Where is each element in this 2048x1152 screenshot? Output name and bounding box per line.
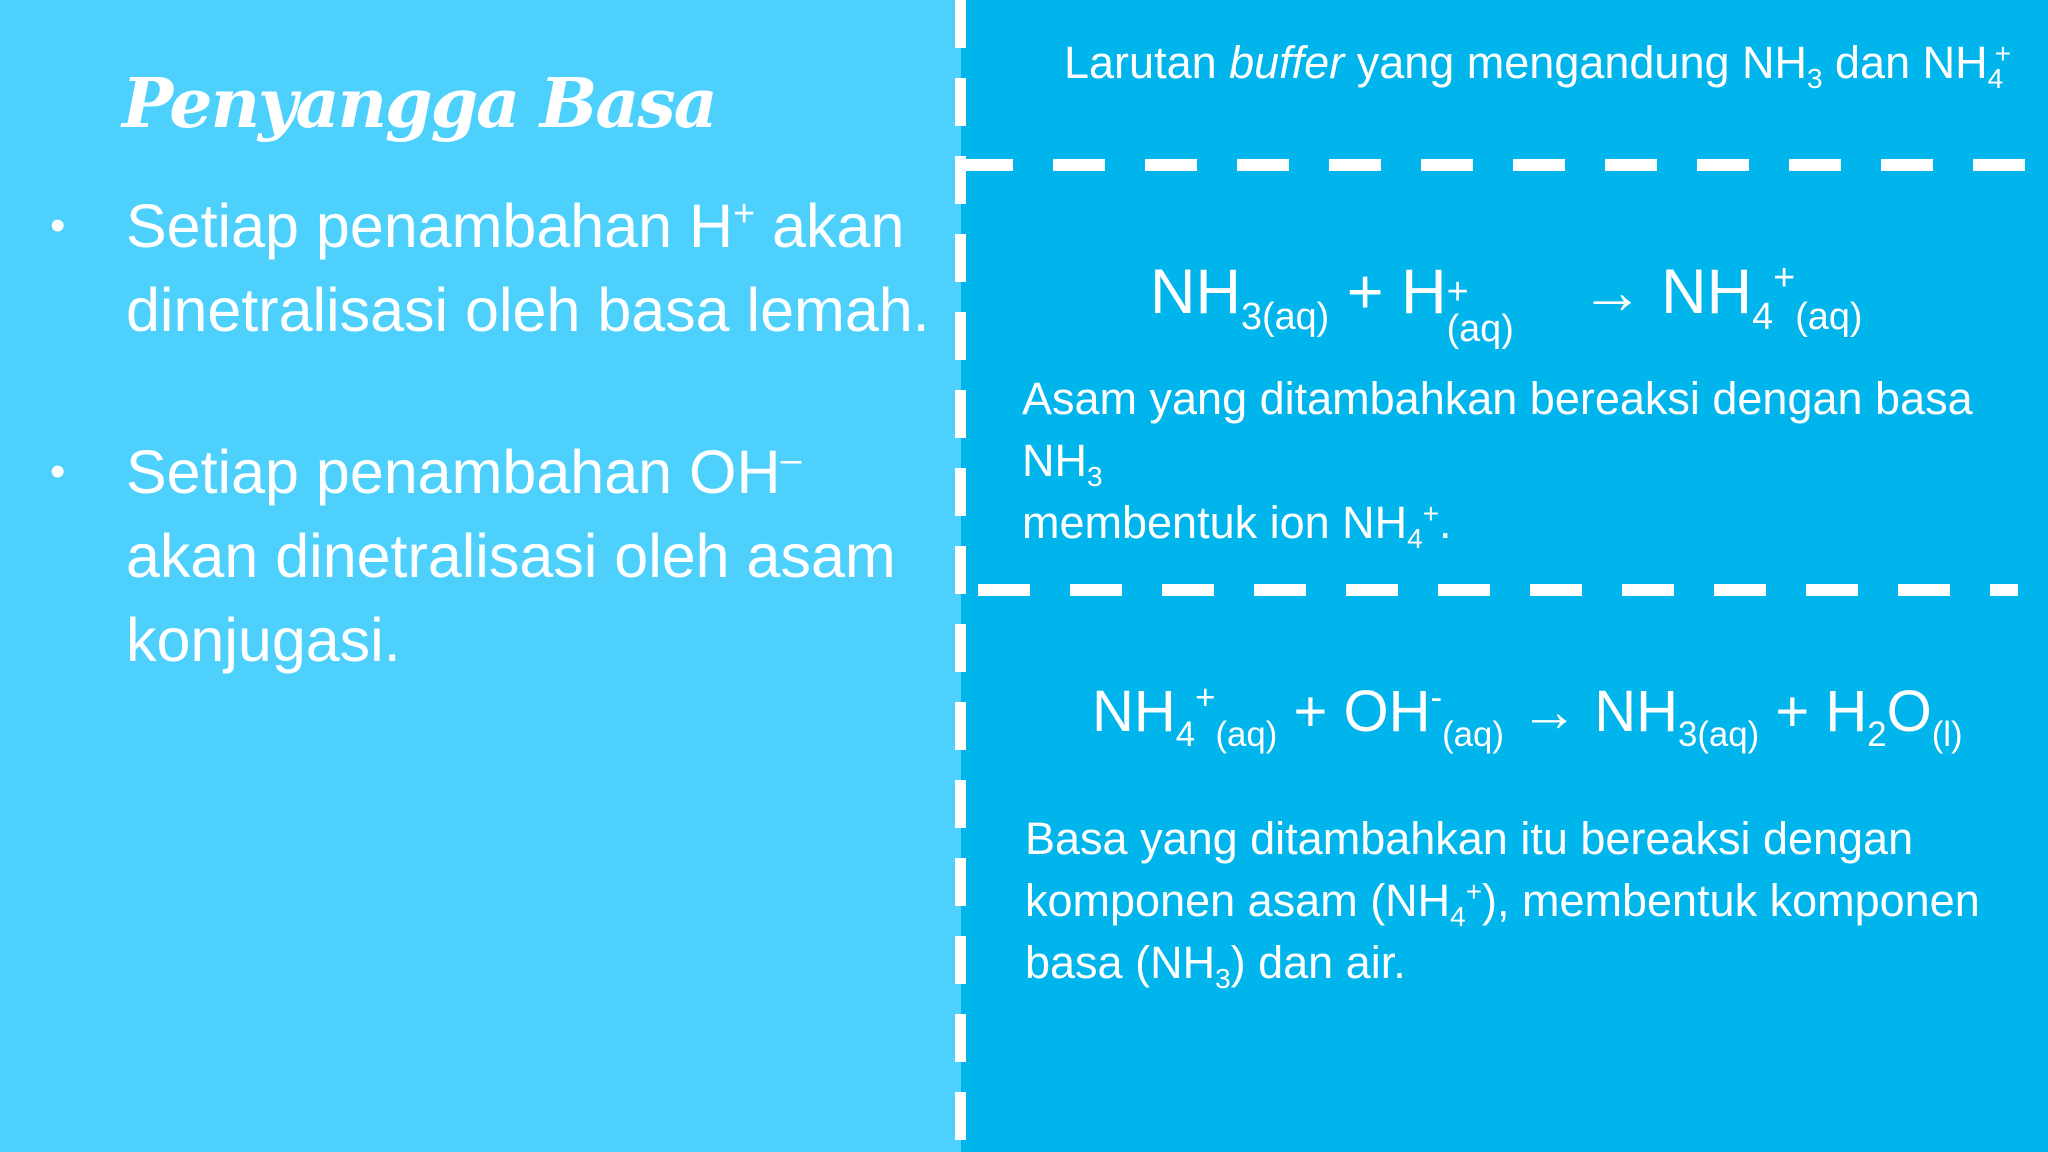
bullet-text: Setiap penambahan H — [126, 192, 734, 260]
reaction-subscript: (l) — [1931, 714, 1963, 754]
reaction-subscript: (aq) — [1795, 295, 1863, 338]
explanation-line — [1022, 368, 2032, 492]
explanation-text: Asam yang ditambahkan bereaksi dengan basa NH — [1022, 373, 1973, 486]
header-text: yang mengandung NH — [1344, 37, 1808, 88]
explanation-line — [1025, 870, 2025, 932]
reaction-subscript: (aq) — [1215, 714, 1278, 754]
explanation-subscript: 4 — [1407, 522, 1423, 554]
bullet-superscript: + — [733, 193, 756, 236]
bullet-text-end: akan dinetralisasi oleh asam konjugasi. — [126, 522, 896, 674]
horizontal-dashed-divider-top — [961, 159, 2048, 171]
explanation-subscript: 3 — [1087, 460, 1103, 492]
bullet-superscript: – — [780, 439, 802, 482]
reaction-arrow: → — [1563, 257, 1662, 327]
bullet-text: Setiap penambahan OH — [126, 438, 781, 506]
explanation-text: . — [1438, 497, 1452, 548]
bullet-item-acid — [44, 184, 944, 352]
horizontal-dashed-divider-bottom — [978, 584, 2018, 596]
reaction-species: H — [1401, 257, 1447, 327]
vertical-dashed-divider — [955, 0, 966, 1152]
reaction-subscript: 2 — [1867, 714, 1887, 754]
bullet-text-end: akan dinetralisasi oleh basa lemah. — [126, 192, 930, 344]
explanation-superscript: + — [1422, 497, 1439, 529]
reaction-subscript: 3(aq) — [1677, 714, 1760, 754]
reaction-species: NH — [1661, 257, 1753, 327]
reaction-species: O — [1886, 679, 1932, 744]
reaction-species: H — [1825, 679, 1868, 744]
explanation-subscript: 3 — [1215, 962, 1231, 994]
header-text: Larutan — [1064, 37, 1230, 88]
reaction-species: NH — [1150, 257, 1241, 327]
header-subscript: 4 — [1987, 62, 2004, 94]
reaction-species: NH — [1092, 679, 1176, 744]
explanation-text: ) dan air. — [1230, 937, 1406, 988]
header-emphasis: buffer — [1229, 37, 1345, 88]
reaction-subscript: 4 — [1752, 295, 1774, 338]
explanation-text: komponen asam (NH — [1025, 875, 1451, 926]
explanation-base — [1025, 808, 2025, 994]
reaction-species: NH — [1594, 679, 1678, 744]
buffer-header — [1064, 32, 2011, 94]
explanation-text: ), membentuk komponen — [1481, 875, 1980, 926]
explanation-line: Basa yang ditambahkan itu bereaksi dengan — [1025, 813, 1914, 864]
explanation-superscript: + — [1465, 875, 1482, 907]
reaction-species: OH — [1343, 679, 1431, 744]
explanation-line — [1022, 492, 2032, 554]
reaction-acid-equation: $NH_{3(aq)} + H$ + (aq) → $NH_4^+_{(aq)}$ — [1150, 256, 1863, 350]
explanation-subscript: 4 — [1450, 900, 1466, 932]
explanation-text: membentuk ion NH — [1022, 497, 1408, 548]
explanation-text: basa (NH — [1025, 937, 1216, 988]
reaction-superscript: - — [1430, 678, 1443, 718]
plus-sign: + — [1759, 679, 1826, 744]
explanation-line — [1025, 932, 2025, 994]
header-text: dan NH — [1822, 37, 1988, 88]
slide-title: Penyangga Basa — [122, 64, 716, 144]
reaction-arrow: → — [1503, 679, 1595, 744]
header-subscript: 3 — [1807, 62, 1823, 94]
bullet-list — [44, 184, 944, 682]
bullet-item-base — [44, 430, 944, 682]
reaction-subscript: 4 — [1175, 714, 1196, 754]
reaction-subscript: 3(aq) — [1241, 295, 1330, 338]
plus-sign: + — [1277, 679, 1344, 744]
header-superscript: + — [1994, 37, 2012, 69]
reaction-subscript: (aq) — [1442, 714, 1504, 754]
bullet-dot: • — [50, 447, 66, 496]
plus-sign: + — [1329, 257, 1402, 327]
explanation-acid — [1022, 368, 2032, 554]
reaction-superscript: + — [1773, 256, 1796, 299]
reaction-superscript: + — [1195, 678, 1216, 718]
reaction-base-equation — [1092, 672, 1963, 752]
bullet-dot: • — [50, 201, 66, 250]
